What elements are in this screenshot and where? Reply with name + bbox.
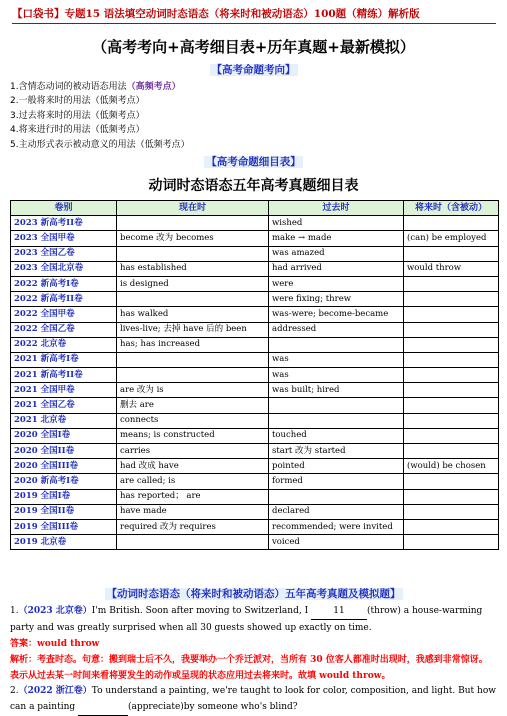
cell-past: [269, 398, 404, 413]
table-row: [11, 459, 499, 474]
cell-present: means; is constructed: [117, 428, 269, 443]
cell-past: [269, 413, 404, 428]
section-heading-trends: [0, 64, 507, 77]
cell-past: had arrived: [269, 261, 404, 276]
point-item: [10, 138, 490, 152]
cell-past: were: [269, 276, 404, 291]
section-heading-table-text: 【高考命题细目表】: [206, 156, 301, 168]
question-number: 2.: [10, 686, 19, 696]
cell-present: carries: [117, 444, 269, 459]
table-row: [11, 383, 499, 398]
cell-paper: 2021 全国甲卷: [11, 383, 117, 398]
answer-blank[interactable]: 11: [311, 603, 367, 620]
cell-future: [404, 398, 499, 413]
cell-future: [404, 216, 499, 231]
point-text: 3.过去将来时的用法（低频考点）: [10, 110, 145, 121]
table-row: [11, 368, 499, 383]
cell-present: has established: [117, 261, 269, 276]
cell-past: pointed: [269, 459, 404, 474]
cell-paper: 2020 全国III卷: [11, 459, 117, 474]
exam-points-list: [10, 80, 490, 152]
explanation-text: 句意：搬到瑞士后不久，我要举办一个乔迁派对，当所有 30 位客人都准时出现时，我感到非常惊讶。表示从过去某一时间来看将要发生的动作或呈现的状态应用过去将来时。故填 would throw。: [10, 655, 488, 681]
col-header-present: 现在时: [117, 201, 269, 216]
cell-paper: 2021 新高考II卷: [11, 368, 117, 383]
table-body: [11, 216, 499, 550]
explanation: [10, 652, 496, 684]
question-2: [10, 683, 496, 716]
cell-past: declared: [269, 504, 404, 519]
table-header-row: [11, 201, 499, 216]
cell-past: formed: [269, 474, 404, 489]
cell-future: (would) be chosen: [404, 459, 499, 474]
cell-present: become 改为 becomes: [117, 231, 269, 246]
cell-present: [117, 368, 269, 383]
cell-paper: 2020 全国I卷: [11, 428, 117, 443]
cell-paper: 2019 北京卷: [11, 535, 117, 550]
table-row: [11, 489, 499, 504]
cell-future: would throw: [404, 261, 499, 276]
cell-past: start 改为 started: [269, 444, 404, 459]
explanation-label: 解析：考查时态。: [10, 655, 83, 665]
document-header: [12, 6, 496, 24]
cell-paper: 2020 新高考I卷: [11, 474, 117, 489]
question-number: 1.: [10, 606, 19, 616]
cell-paper: 2022 北京卷: [11, 337, 117, 352]
table-row: [11, 231, 499, 246]
table-row: [11, 276, 499, 291]
header-text: 【口袋书】专题15 语法填空动词时态语态（将来时和被动语态）100题（精练）解析版: [12, 8, 420, 20]
cell-present: [117, 246, 269, 261]
table-row: [11, 216, 499, 231]
cell-past: addressed: [269, 322, 404, 337]
table-row: [11, 504, 499, 519]
section-heading-trends-text: 【高考命题考向】: [211, 64, 296, 76]
answer-value: would throw: [37, 639, 100, 649]
table-row: [11, 337, 499, 352]
exam-detail-table: [10, 200, 499, 550]
table-row: [11, 428, 499, 443]
cell-present: 删去 are: [117, 398, 269, 413]
cell-past: were fixing; threw: [269, 292, 404, 307]
question-source: （2022 浙江卷）: [18, 686, 92, 696]
table-title: 动词时态语态五年高考真题细目表: [148, 178, 359, 194]
col-header-past: 过去时: [269, 201, 404, 216]
cell-past: was built; hired: [269, 383, 404, 398]
point-text: 5.主动形式表示被动意义的用法（低频考点）: [10, 139, 190, 150]
cell-past: was: [269, 352, 404, 367]
cell-future: (can) be employed: [404, 231, 499, 246]
point-item: [10, 123, 490, 137]
cell-present: is designed: [117, 276, 269, 291]
cell-present: has walked: [117, 307, 269, 322]
cell-present: are 改为 is: [117, 383, 269, 398]
cell-past: was: [269, 368, 404, 383]
table-row: [11, 307, 499, 322]
cell-present: [117, 352, 269, 367]
cell-present: [117, 292, 269, 307]
cell-past: touched: [269, 428, 404, 443]
cell-paper: 2023 全国北京卷: [11, 261, 117, 276]
table-row: [11, 444, 499, 459]
question-text-cont: (appreciate)by someone who's blind?: [128, 702, 298, 712]
table-row: [11, 322, 499, 337]
cell-present: had 改成 have: [117, 459, 269, 474]
cell-present: connects: [117, 413, 269, 428]
question-source: （2023 北京卷）: [18, 606, 92, 616]
point-text: 2.一般将来时的用法（低频考点）: [10, 96, 145, 107]
cell-paper: 2021 全国乙卷: [11, 398, 117, 413]
cell-future: [404, 504, 499, 519]
cell-paper: 2022 新高考I卷: [11, 276, 117, 291]
col-header-future: 将来时（含被动）: [404, 201, 499, 216]
table-row: [11, 519, 499, 534]
cell-present: required 改为 requires: [117, 519, 269, 534]
cell-present: [117, 535, 269, 550]
cell-future: [404, 368, 499, 383]
section-heading-questions-text: 【动词时态语态（将来时和被动语态）五年高考真题及模拟题】: [106, 588, 401, 600]
cell-future: [404, 322, 499, 337]
main-title: （高考考向+高考细目表+历年真题+最新模拟）: [92, 38, 415, 56]
question-text: To understand a painting, we're taught to look for color, composition, and light. But how can a painting: [10, 686, 496, 712]
cell-paper: 2019 全国II卷: [11, 504, 117, 519]
answer-blank[interactable]: [78, 699, 128, 716]
cell-future: [404, 535, 499, 550]
point-item: [10, 80, 490, 94]
question-1: [10, 603, 496, 684]
table-row: [11, 535, 499, 550]
cell-future: [404, 489, 499, 504]
point-item: [10, 109, 490, 123]
table-row: [11, 413, 499, 428]
cell-paper: 2022 新高考II卷: [11, 292, 117, 307]
section-heading-questions: [0, 588, 507, 601]
point-text: 4.将来进行时的用法（低频考点）: [10, 125, 145, 136]
cell-past: was amazed: [269, 246, 404, 261]
cell-future: [404, 444, 499, 459]
cell-paper: 2023 全国乙卷: [11, 246, 117, 261]
cell-future: [404, 413, 499, 428]
cell-paper: 2019 全国I卷: [11, 489, 117, 504]
cell-present: has reported； are: [117, 489, 269, 504]
answer-line: [10, 636, 496, 652]
cell-past: voiced: [269, 535, 404, 550]
cell-future: [404, 246, 499, 261]
table-row: [11, 246, 499, 261]
cell-future: [404, 307, 499, 322]
col-header-paper: 卷别: [11, 201, 117, 216]
cell-past: [269, 489, 404, 504]
cell-present: [117, 216, 269, 231]
cell-paper: 2019 全国III卷: [11, 519, 117, 534]
cell-past: recommended; were invited: [269, 519, 404, 534]
cell-paper: 2023 新高考II卷: [11, 216, 117, 231]
cell-future: [404, 352, 499, 367]
cell-past: make → made: [269, 231, 404, 246]
cell-future: [404, 519, 499, 534]
cell-future: [404, 383, 499, 398]
answer-label: 答案：: [10, 639, 38, 649]
table-row: [11, 474, 499, 489]
cell-future: [404, 428, 499, 443]
cell-paper: 2022 全国乙卷: [11, 322, 117, 337]
table-row: [11, 398, 499, 413]
cell-present: have made: [117, 504, 269, 519]
cell-paper: 2022 全国甲卷: [11, 307, 117, 322]
cell-past: [269, 337, 404, 352]
question-text-cont: (throw) a house-warming party and was greatly surprised when all 30 guests showed up exactly on time.: [10, 606, 483, 633]
cell-present: are called; is: [117, 474, 269, 489]
cell-paper: 2020 全国II卷: [11, 444, 117, 459]
cell-future: [404, 337, 499, 352]
cell-present: lives-live; 去掉 have 后的 been: [117, 322, 269, 337]
section-heading-table: [0, 156, 507, 169]
cell-past: wished: [269, 216, 404, 231]
cell-paper: 2021 新高考I卷: [11, 352, 117, 367]
table-row: [11, 352, 499, 367]
cell-paper: 2021 北京卷: [11, 413, 117, 428]
cell-past: was-were; become-became: [269, 307, 404, 322]
question-text: I'm British. Soon after moving to Switzerland, I: [91, 606, 309, 616]
table-row: [11, 292, 499, 307]
point-highlight: （高频考点）: [126, 82, 181, 92]
cell-paper: 2023 全国甲卷: [11, 231, 117, 246]
point-item: [10, 94, 490, 108]
cell-future: [404, 474, 499, 489]
cell-future: [404, 276, 499, 291]
table-row: [11, 261, 499, 276]
point-text: 1.含情态动词的被动语态用法: [10, 82, 127, 92]
cell-present: has; has increased: [117, 337, 269, 352]
cell-future: [404, 292, 499, 307]
